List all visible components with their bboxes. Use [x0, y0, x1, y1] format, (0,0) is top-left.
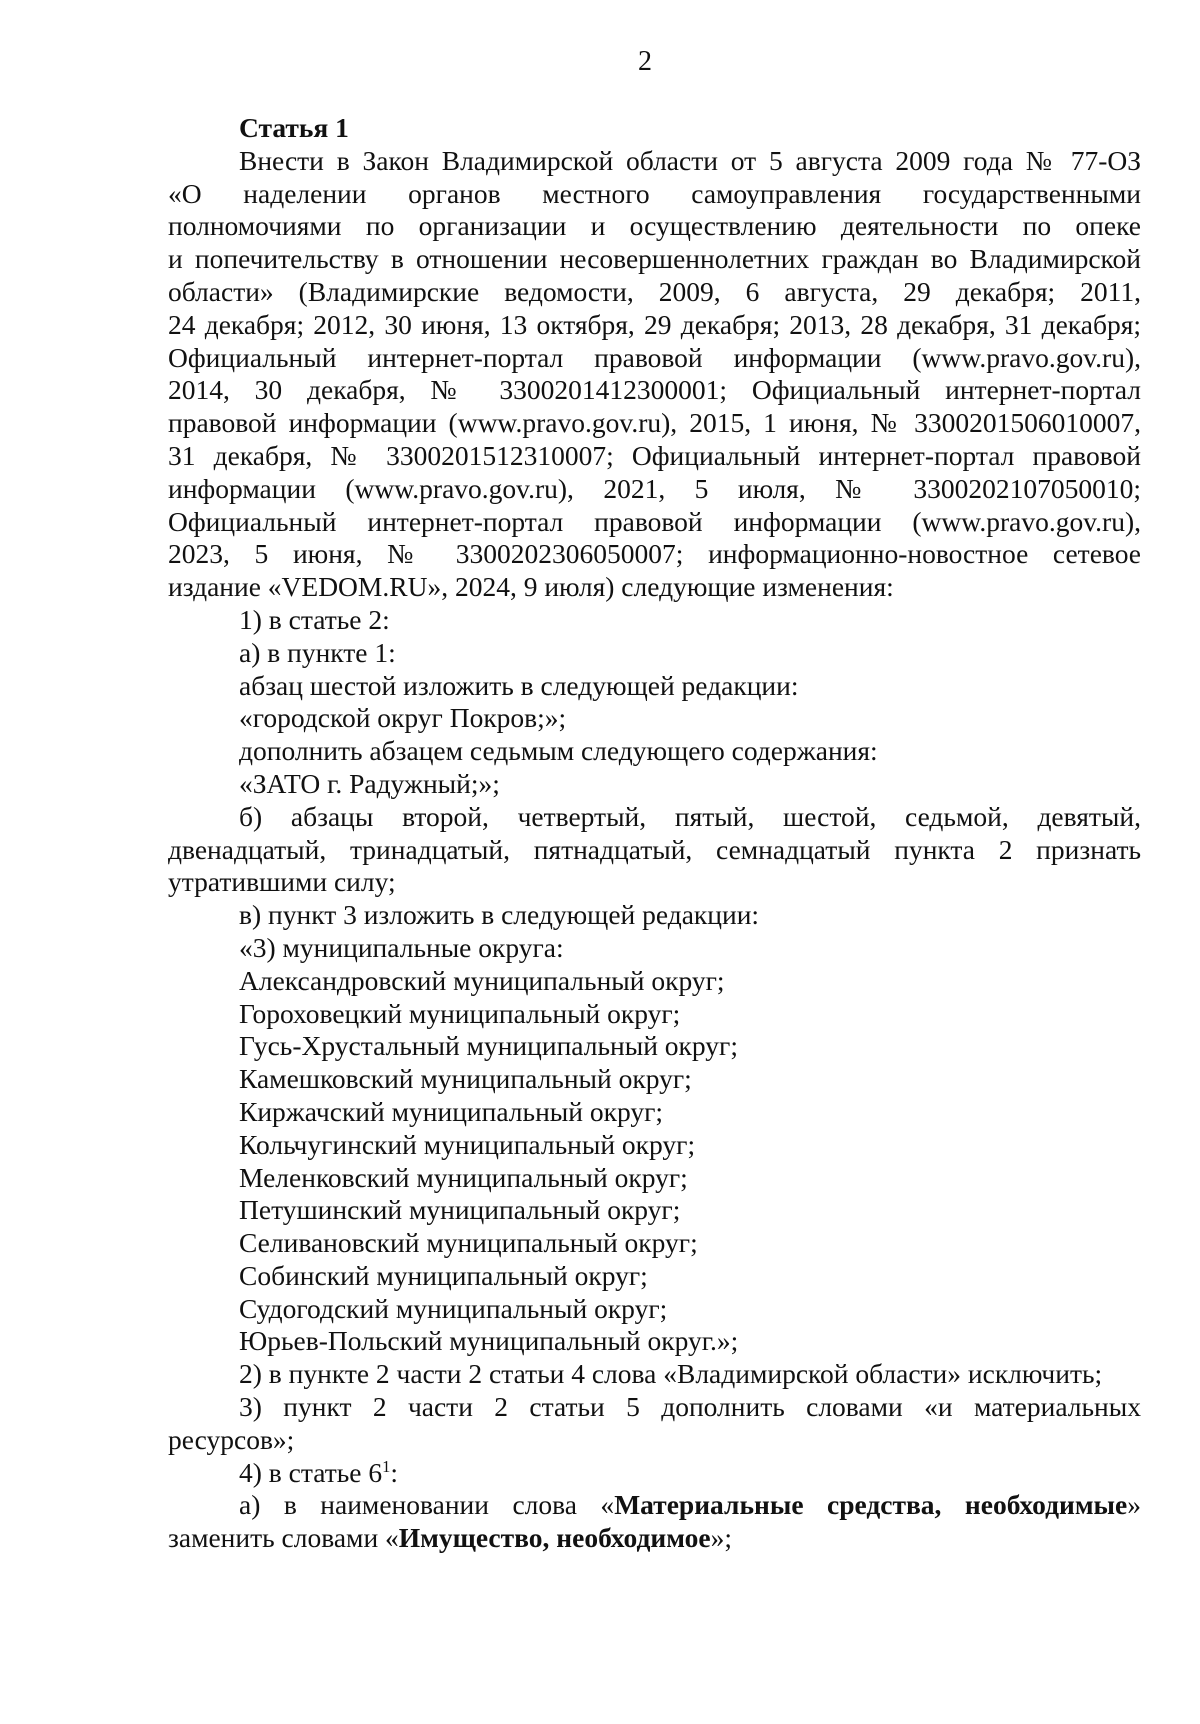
text-span: »;: [710, 1522, 732, 1554]
item-1b-paragraph: [168, 801, 1141, 899]
list-item: Камешковский муниципальный округ;: [239, 1063, 692, 1095]
text-line: 3) пункт 2 части 2 статьи 5 дополнить словами «и материальных: [239, 1391, 1141, 1423]
text-span: а) в наименовании слова «: [239, 1489, 615, 1521]
list-item: Петушинский муниципальный округ;: [239, 1194, 681, 1226]
list-item: Меленковский муниципальный округ;: [239, 1161, 688, 1193]
text-line: Внести в Закон Владимирской области от 5 августа 2009 года № 77-ОЗ: [239, 144, 1141, 176]
item-1a: а) в пункте 1:: [239, 636, 396, 668]
list-item: Киржачский муниципальный округ;: [239, 1095, 664, 1127]
list-item: Судогодский муниципальный округ;: [239, 1292, 668, 1324]
list-item: Юрьев-Польский муниципальный округ.»;: [239, 1325, 739, 1357]
list-item: Селивановский муниципальный округ;: [239, 1227, 698, 1259]
item-4a-paragraph: [168, 1489, 1141, 1555]
text-line: правовой информации (www.pravo.gov.ru), 2015, 1 июня, № 3300201506010007,: [168, 407, 1141, 439]
item-1a-text: абзац шестой изложить в следующей редакции:: [239, 669, 799, 701]
item-4-superscript: 1: [382, 1456, 391, 1476]
item-4: [168, 1457, 1141, 1490]
item-2: 2) в пункте 2 части 2 статьи 4 слова «Владимирской области» исключить;: [239, 1358, 1103, 1390]
text-line: 2023, 5 июня, № 3300202306050007; информационно-новостное сетевое: [168, 538, 1141, 570]
text-line: [168, 1489, 1141, 1522]
text-span: заменить словами «: [168, 1522, 399, 1554]
document-body: [168, 112, 1141, 1555]
text-line: и попечительству в отношении несовершеннолетних граждан во Владимирской: [168, 243, 1141, 275]
text-line: «О наделении органов местного самоуправления государственными: [168, 177, 1141, 209]
item-1a-text-2: дополнить абзацем седьмым следующего содержания:: [239, 735, 878, 767]
list-item: Кольчугинский муниципальный округ;: [239, 1128, 696, 1160]
item-1v: в) пункт 3 изложить в следующей редакции:: [239, 899, 760, 931]
item-1a-quote: «городской округ Покров;»;: [239, 702, 567, 734]
districts-intro: «3) муниципальные округа:: [239, 931, 564, 963]
text-line: информации (www.pravo.gov.ru), 2021, 5 июля, № 3300202107050010;: [168, 472, 1141, 504]
bold-text: Материальные средства, необходимые: [614, 1489, 1128, 1521]
text-line: Официальный интернет-портал правовой информации (www.pravo.gov.ru),: [168, 341, 1141, 373]
text-line: двенадцатый, тринадцатый, пятнадцатый, семнадцатый пункта 2 признать: [168, 833, 1141, 865]
list-item: Александровский муниципальный округ;: [239, 964, 725, 996]
text-line: утратившими силу;: [168, 866, 396, 898]
item-4-suffix: :: [390, 1456, 398, 1488]
text-line: Официальный интернет-портал правовой информации (www.pravo.gov.ru),: [168, 505, 1141, 537]
text-line: 31 декабря, № 3300201512310007; Официальный интернет-портал правовой: [168, 439, 1141, 471]
text-line: области» (Владимирские ведомости, 2009, 6 августа, 29 декабря; 2011,: [168, 275, 1141, 307]
text-line: [168, 1522, 1141, 1555]
list-item: Собинский муниципальный округ;: [239, 1259, 648, 1291]
item-3-paragraph: [168, 1391, 1141, 1457]
bold-text: Имущество, необходимое: [398, 1522, 711, 1554]
text-line: 24 декабря; 2012, 30 июня, 13 октября, 29 декабря; 2013, 28 декабря, 31 декабря;: [168, 308, 1141, 340]
text-line: издание «VEDOM.RU», 2024, 9 июля) следующие изменения:: [168, 571, 894, 603]
article-heading: Статья 1: [239, 112, 349, 143]
text-line: полномочиями по организации и осуществлению деятельности по опеке: [168, 210, 1141, 242]
item-1a-quote-2: «ЗАТО г. Радужный;»;: [239, 767, 500, 799]
intro-paragraph: [168, 145, 1141, 604]
page-number: 2: [638, 46, 652, 77]
text-line: ресурсов»;: [168, 1423, 295, 1455]
list-item: Гороховецкий муниципальный округ;: [239, 997, 681, 1029]
list-item: Гусь-Хрустальный муниципальный округ;: [239, 1030, 738, 1062]
districts-list: [168, 965, 1141, 1359]
text-span: »: [1127, 1489, 1141, 1521]
item-4-prefix: 4) в статье 6: [239, 1456, 383, 1488]
text-line: б) абзацы второй, четвертый, пятый, шестой, седьмой, девятый,: [239, 800, 1141, 832]
item-1: 1) в статье 2:: [239, 603, 390, 635]
text-line: 2014, 30 декабря, № 3300201412300001; Официальный интернет-портал: [168, 374, 1141, 406]
